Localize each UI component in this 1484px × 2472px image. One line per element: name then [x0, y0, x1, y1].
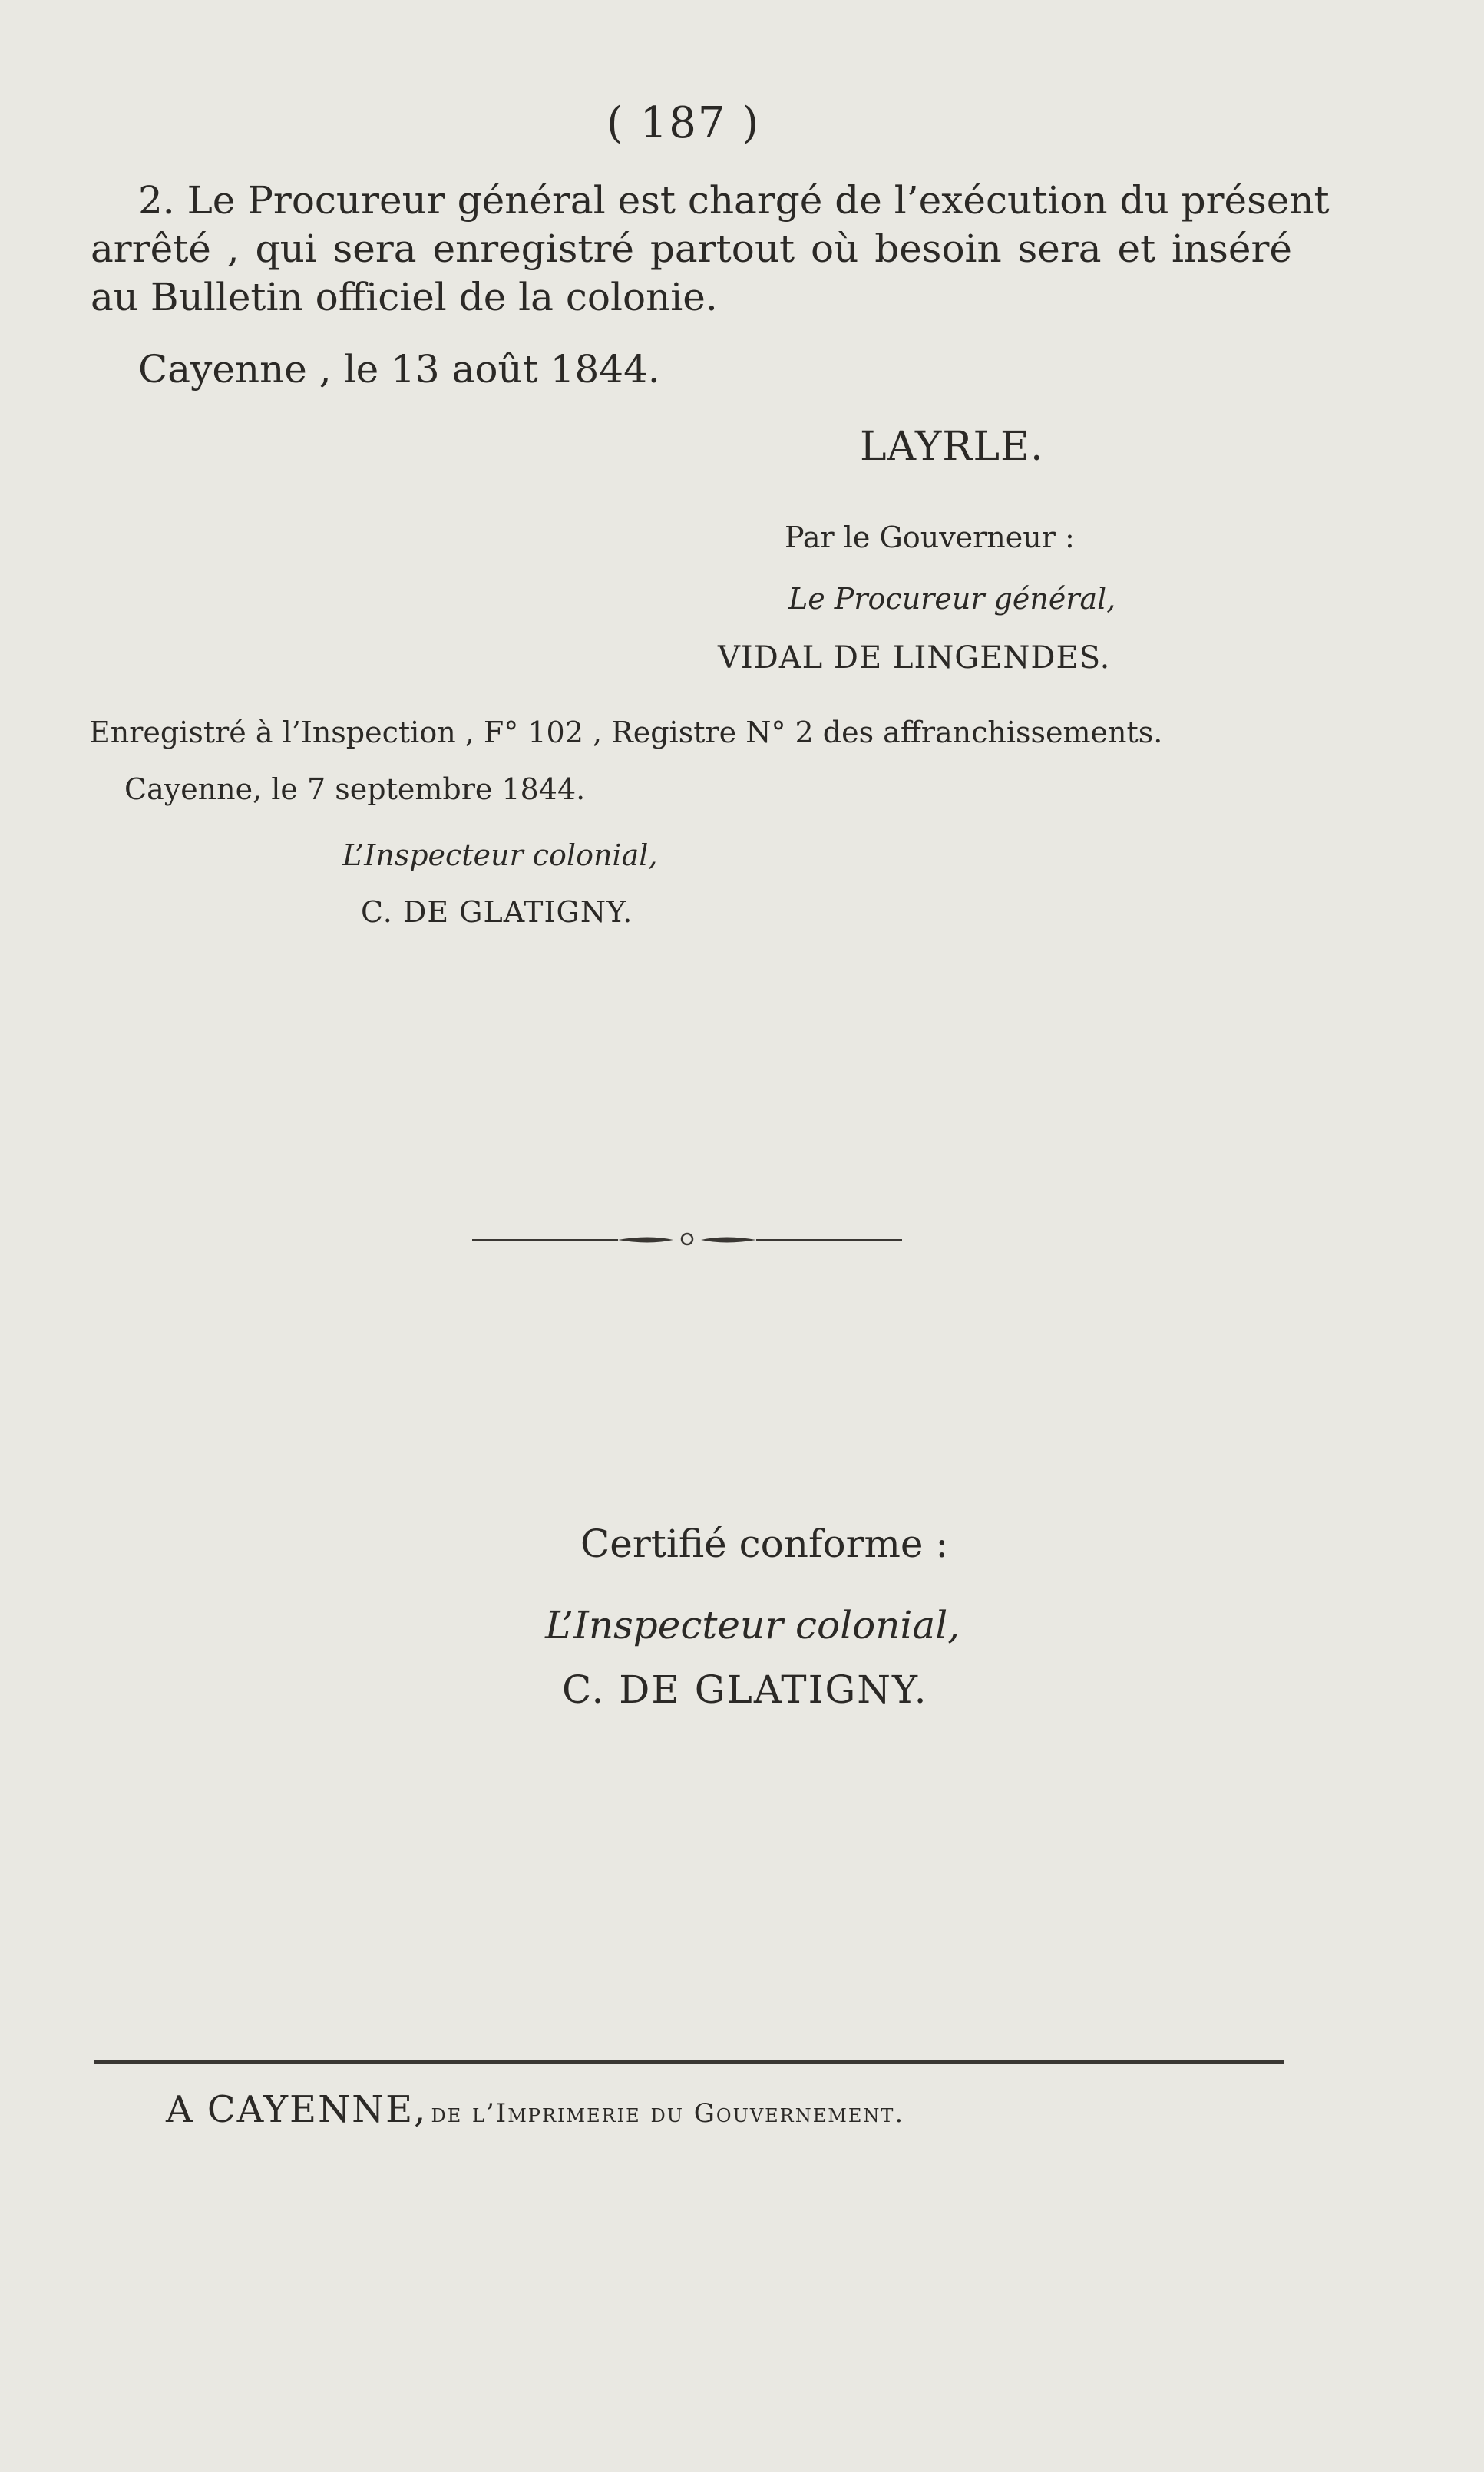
certification-inspector-name: C. DE GLATIGNY. [562, 1667, 928, 1712]
article-line-2: arrêté , qui sera enregistré partout où besoin sera et inséré [91, 226, 1292, 271]
date-line: Cayenne , le 13 août 1844. [138, 347, 660, 392]
article-paragraph [91, 177, 1330, 322]
imprint-place: A CAYENNE, [166, 2088, 428, 2131]
imprint [166, 2088, 904, 2131]
article-line-1: 2. Le Procureur général est chargé de l’exécution du présent [138, 178, 1330, 223]
governor-signature: LAYRLE. [860, 424, 1044, 470]
registration-line: Enregistré à l’Inspection , F° 102 , Registre N° 2 des affranchissements. [89, 715, 1163, 749]
registration-date: Cayenne, le 7 septembre 1844. [124, 772, 586, 806]
certification-line: Certifié conforme : [580, 1522, 949, 1566]
by-governor-label: Par le Gouverneur : [785, 521, 1075, 554]
imprint-printer: de l’Imprimerie du Gouvernement. [431, 2098, 905, 2129]
registration-inspector-title: L’Inspecteur colonial, [342, 838, 658, 872]
procureur-name: VIDAL DE LINGENDES. [718, 640, 1111, 676]
article-line-3: au Bulletin officiel de la colonie. [91, 275, 718, 319]
certification-inspector-title: L’Inspecteur colonial, [545, 1603, 960, 1647]
registration-inspector-name: C. DE GLATIGNY. [361, 895, 633, 929]
procureur-title: Le Procureur général, [788, 582, 1116, 616]
imprint-rule [94, 2060, 1284, 2064]
divider-ornament-icon [472, 1228, 902, 1251]
page-number: ( 187 ) [606, 98, 761, 148]
